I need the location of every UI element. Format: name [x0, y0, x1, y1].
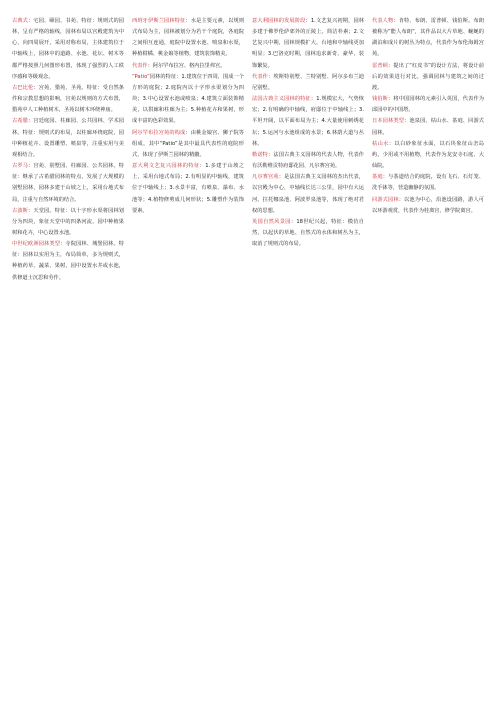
paragraph [12, 83, 124, 116]
term-heading: 古巴比伦 [12, 84, 34, 91]
term-heading: 勒诺特 [252, 151, 269, 158]
term-heading: 枯山水 [372, 140, 389, 147]
body-text: ：1.文艺复兴初期，园林多建于佛罗伦萨郊外的丘陵上，简洁朴素；2.文艺复兴中期，园林规模扩大，台地和中轴线更加明显；3.巴洛克时期，园林追求新奇、豪华，装饰繁复。 [252, 18, 364, 69]
body-text: ：以池为中心，沿池设园路，游人可以环游观赏，代表作为桂离宫、修学院离宫。 [372, 196, 484, 214]
paragraph [12, 239, 124, 284]
body-text: ：是法国古典主义园林的杰出代表，以宫殿为中心，中轴线长达三公里，园中有大运河、拉托娜泉池、阿波罗泉池等，体现了绝对君权的思想。 [252, 174, 364, 214]
body-text: ：池泉园、枯山水、茶庭、回游式园林。 [372, 118, 484, 136]
paragraph [132, 61, 244, 72]
body-text: ：宫廷庭园、柱廊园、公共园林、学术园林。特征：规则式的布局，以柱廊环绕庭院，园中种植花卉、设置雕塑、喷泉等，注重实用与美观相结合。 [12, 118, 124, 158]
paragraph [372, 195, 484, 217]
text-column-4 [372, 16, 484, 692]
body-text: ：天堂园。特征：以十字形水渠将园林划分为四块，象征天堂中的四条河流，园中种植果树和花卉，中心设置水池。 [12, 207, 124, 236]
term-heading: 阿尔罕布拉宫苑的构成 [132, 129, 186, 136]
term-heading: 凡尔赛宫苑 [252, 174, 279, 181]
body-text: ：寺院园林、城堡园林。特征：园林以实用为主，布局简单，多为规则式，种植药草、蔬菜、果树，园中设置水井或水池，供修道士沉思和劳作。 [12, 241, 124, 281]
paragraph [252, 172, 364, 217]
paragraph [12, 16, 124, 83]
paragraph [252, 94, 364, 150]
paragraph [12, 161, 124, 206]
body-text: ：埃斯特别墅、兰特别墅、阿尔多布兰迪尼别墅。 [252, 73, 364, 91]
term-heading: 古波斯 [12, 207, 29, 214]
body-text: ：提出了“红皮书”的设计方法，将设计前后的效果进行对比，强调园林与建筑之间的过渡。 [372, 62, 484, 91]
term-heading: 意大利园林的发展阶段 [252, 18, 306, 24]
paragraph [132, 16, 244, 61]
body-text: ：肯特、布朗、雷普顿、钱伯斯。布朗被称为“能人布朗”，其作品以大片草地、蜿蜒的湖泊和成片的树丛为特点，代表作为布伦海姆宫苑。 [372, 18, 484, 58]
term-heading: 回游式园林 [372, 196, 399, 203]
paragraph [252, 150, 364, 172]
term-heading: 日本园林类型 [372, 118, 405, 125]
paragraph [132, 161, 244, 217]
term-heading: 西班牙伊斯兰园林特征 [132, 18, 186, 24]
term-heading: 法国古典主义园林的特征 [252, 96, 311, 103]
term-heading: 雷普顿 [372, 62, 388, 69]
paragraph [372, 16, 484, 61]
body-text: ：以白砂象征水面，以石块象征山峦岛屿，少用或不用植物，代表作为龙安寺石庭、大仙院。 [372, 140, 484, 170]
body-text: ：水是主要元素，以规则式布局为主，园林被划分为若干个庭院，各庭院之间相互连通，庭院中设置水池、喷泉和水渠，种植柑橘、桃金娘等植物，建筑装饰精美。 [132, 18, 244, 58]
body-text: ：宫苑、别墅园、柱廊园、公共园林。特征：继承了古希腊园林的特点，发展了大规模的别墅园林，园林多建于山坡之上，采用台地式布局，注重与自然环境的结合。 [12, 163, 124, 203]
body-text: 园林的特征：1.建筑位于四周，围成一个方形的庭院；2.庭院内以十字形水渠划分为四块；3.中心设置水池或喷泉；4.建筑立面装饰精美，以拱廊和柱廊为主；5.种植花卉和果树，形成丰富的色彩效果。 [132, 73, 244, 125]
paragraph [252, 16, 364, 72]
paragraph [12, 206, 124, 239]
term-heading: 代表作 [132, 62, 148, 69]
paragraph [372, 139, 484, 172]
text-column-3 [252, 16, 364, 692]
body-text: ：宫苑、猎苑、圣苑。特征：受自然条件和宗教思想的影响，宫苑以规则的方式布置，猎苑中人工种植树木，圣苑以树木环绕神庙。 [12, 84, 124, 114]
paragraph [372, 172, 484, 194]
paragraph [132, 72, 244, 128]
term-heading: 代表人物 [372, 18, 394, 24]
paragraph [12, 116, 124, 161]
term-heading: “Patio” [132, 73, 150, 80]
term-heading: 古典式 [12, 18, 29, 24]
paragraph [372, 61, 484, 94]
paragraph [132, 128, 244, 161]
body-text: ：宅园、颐园、书苑、特征：规则式的园林，呈有严格的轴线，园林布局以宫殿建筑为中心，向四周展开，采用对称布局，主体建筑位于中轴线上，园林中的道路、水池、花坛、树木等都严格按照几何图形布置，体现了强烈的人工秩序感和等级观念。 [12, 18, 124, 80]
paragraph [252, 72, 364, 94]
body-text: ：由桃金娘宫、狮子院等组成，其中“Patio”是其中最具代表性的庭院形式，体现了伊斯兰园林的精髓。 [132, 129, 244, 158]
body-text: ：将中国园林的元素引入英国，代表作为邱园中的中国塔。 [372, 96, 484, 114]
body-text: ：阿尔罕布拉宫、格内拉里弗宫。 [147, 62, 226, 69]
body-text: ：法国古典主义园林的代表人物，代表作有沃勒维贡特府邸花园、凡尔赛宫苑。 [252, 151, 364, 170]
term-heading: 茶庭 [372, 174, 383, 181]
paragraph [372, 94, 484, 116]
term-heading: 意大利文艺复兴园林的特征 [132, 163, 200, 170]
term-heading: 中世纪欧洲园林类型 [12, 241, 61, 248]
body-text: ：1.多建于山坡之上，采用台地式布局；2.有明显的中轴线，建筑位于中轴线上；3.水景丰富，有喷泉、瀑布、水池等；4.植物修剪成几何形状；5.雕塑作为装饰要素。 [132, 163, 244, 214]
term-heading: 古罗马 [12, 163, 29, 170]
text-column-1 [12, 16, 124, 692]
paragraph [252, 217, 364, 250]
body-text: ：1.规模宏大，气势恢宏；2.有明确的中轴线，府邸位于中轴线上；3.平坦开阔，以平面布局为主；4.大量使用刺绣花坛；5.运河与水池组成的水景；6.林荫大道与丛林。 [252, 96, 364, 147]
term-heading: 英国自然风景园 [252, 218, 291, 225]
body-text: ：18世纪兴起，特征：模仿自然，以起伏的草地、自然式的水体和树丛为主，取消了规则式的布局。 [252, 218, 364, 248]
term-heading: 钱伯斯 [372, 96, 389, 103]
term-heading: 代表作 [252, 73, 269, 80]
text-column-2 [132, 16, 244, 692]
body-text: ：与茶道结合的庭院，设有飞石、石灯笼、洗手钵等，营造幽静的氛围。 [372, 174, 484, 192]
paragraph [372, 116, 484, 138]
term-heading: 古希腊 [12, 118, 29, 125]
